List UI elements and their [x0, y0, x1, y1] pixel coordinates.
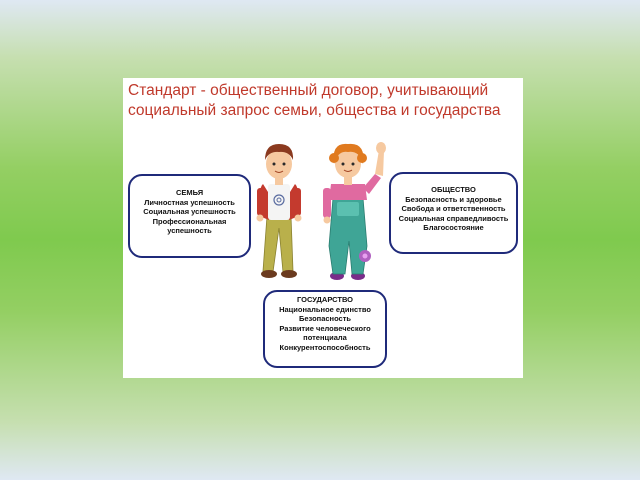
- girl-figure: [323, 142, 386, 280]
- slide-title: Стандарт - общественный договор, учитывающий социальный запрос семьи, общества и государства: [128, 82, 501, 119]
- family-item: Профессиональная успешность: [152, 216, 227, 235]
- slide-canvas: [123, 78, 523, 378]
- family-item: Социальная успешность: [143, 207, 236, 216]
- society-list: [395, 195, 512, 233]
- family-heading: СЕМЬЯ: [176, 188, 204, 197]
- state-list: [269, 305, 381, 353]
- boy-figure: [257, 144, 302, 278]
- family-item: Личностная успешность: [144, 197, 235, 207]
- family-box: [128, 174, 251, 258]
- state-item: Конкурентоспособность: [279, 342, 371, 352]
- society-item: Безопасность и здоровье: [405, 194, 502, 204]
- children-illustration: [253, 136, 388, 281]
- state-item: Национальное единство: [279, 304, 371, 314]
- family-list: [136, 198, 243, 236]
- state-item: Безопасность: [298, 314, 352, 323]
- society-item: Социальная справедливость: [398, 213, 509, 223]
- society-item: Благосостояние: [423, 223, 484, 232]
- state-heading: ГОСУДАРСТВО: [296, 295, 354, 304]
- society-heading: ОБЩЕСТВО: [431, 185, 476, 194]
- state-item: Развитие человеческого потенциала: [279, 323, 371, 342]
- society-item: Свобода и ответственность: [401, 204, 506, 213]
- society-box: [389, 172, 518, 254]
- state-box: [263, 290, 387, 368]
